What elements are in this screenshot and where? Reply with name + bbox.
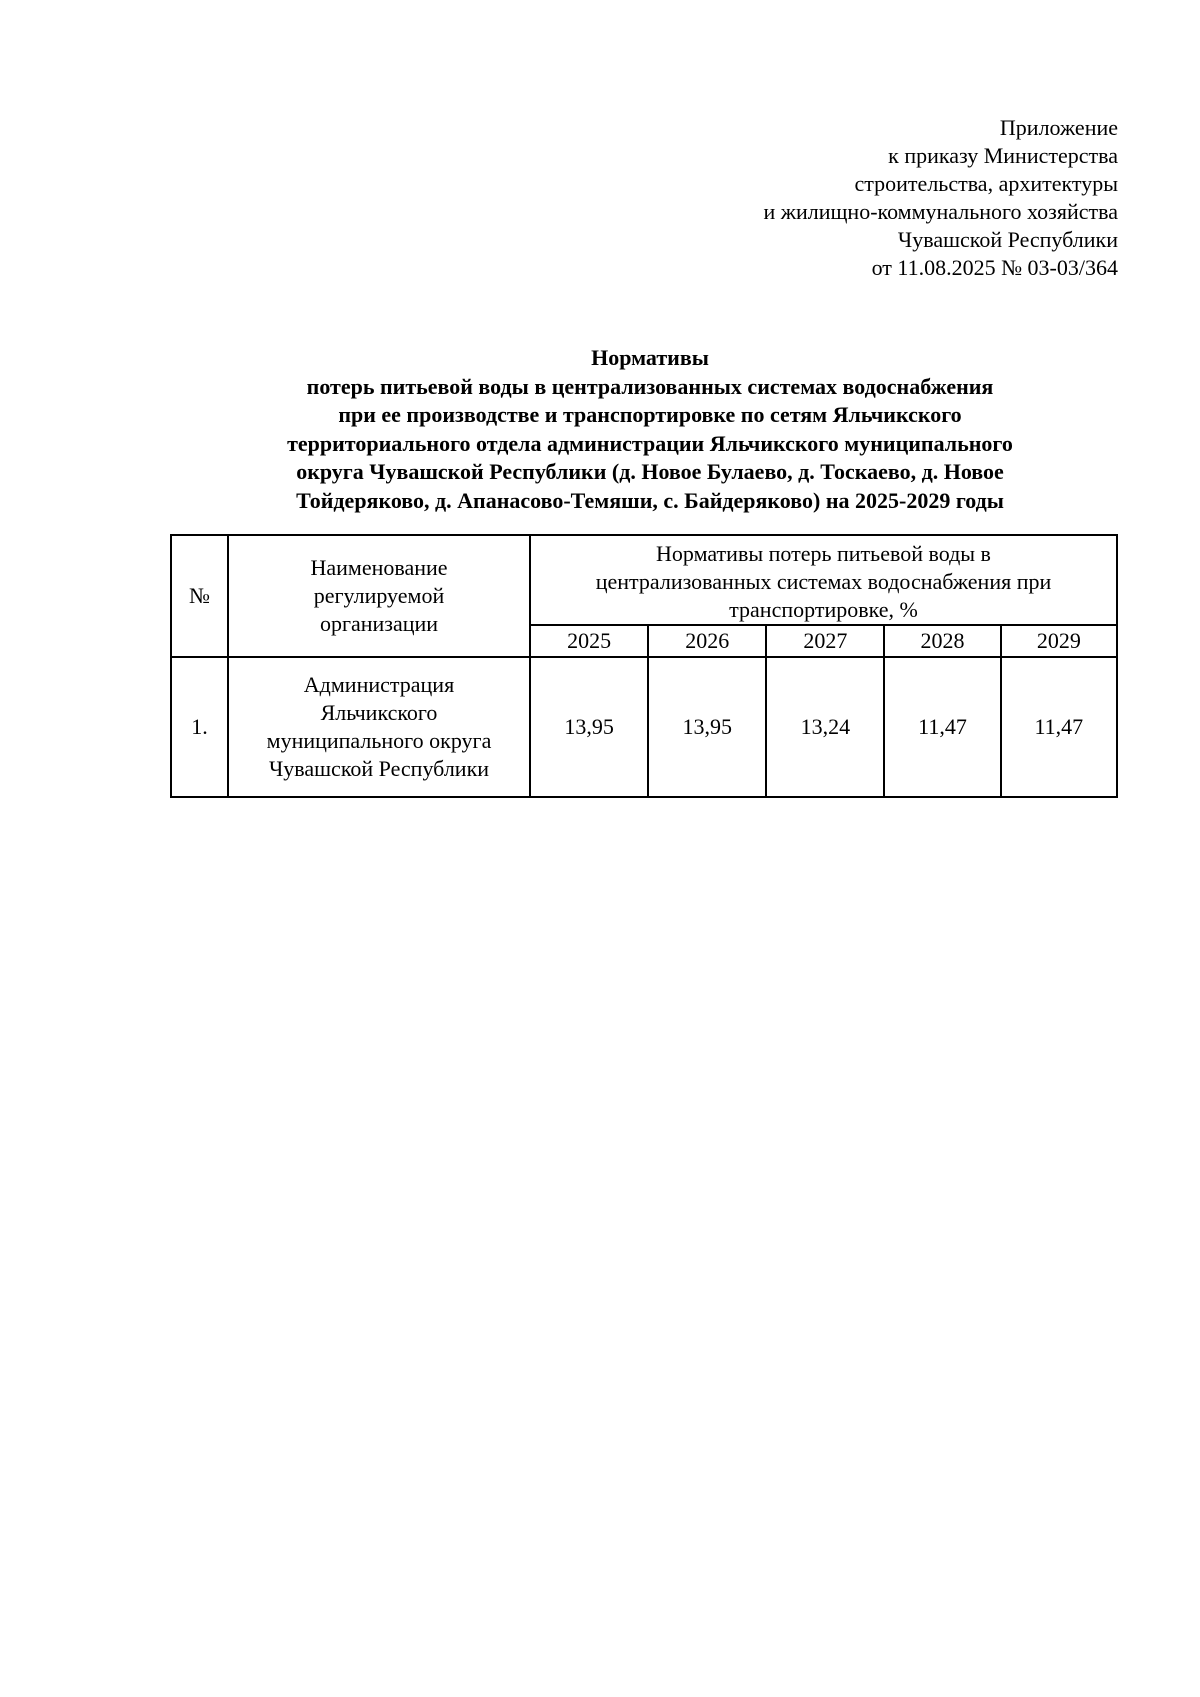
row-number: 1.: [171, 657, 228, 797]
header-year: 2028: [884, 625, 1000, 657]
header-group-line: Нормативы потерь питьевой воды в: [656, 541, 991, 566]
appendix-line: строительства, архитектуры: [854, 171, 1118, 196]
header-year: 2026: [648, 625, 766, 657]
title-line: Нормативы: [591, 345, 709, 370]
header-name-line: регулируемой: [313, 583, 445, 608]
header-group-line: централизованных системах водоснабжения при: [595, 569, 1052, 594]
header-year: 2025: [530, 625, 648, 657]
org-name-line: Администрация: [303, 672, 455, 697]
appendix-line: Чувашской Республики: [897, 227, 1118, 252]
appendix-line: от 11.08.2025 № 03-03/364: [871, 255, 1118, 280]
header-name-line: организации: [319, 611, 439, 636]
appendix-line: к приказу Министерства: [888, 143, 1118, 168]
header-norms-group: [530, 535, 1117, 625]
norms-table: [170, 534, 1118, 798]
table-header-row: [171, 535, 1117, 625]
row-organization-name: [228, 657, 530, 797]
header-name-line: Наименование: [310, 555, 448, 580]
row-value-2027: 13,24: [766, 657, 884, 797]
header-group-line: транспортировке, %: [729, 597, 918, 622]
title-line: при ее производстве и транспортировке по сетям Яльчикского: [338, 402, 962, 427]
title-line: округа Чувашской Республики (д. Новое Булаево, д. Тоскаево, д. Новое: [296, 459, 1004, 484]
appendix-block: [763, 114, 1118, 282]
appendix-line: и жилищно-коммунального хозяйства: [763, 199, 1118, 224]
org-name-line: Яльчикского: [320, 700, 438, 725]
header-organization-name: [228, 535, 530, 657]
row-value-2028: 11,47: [884, 657, 1000, 797]
appendix-line: Приложение: [999, 115, 1118, 140]
document-title: [100, 344, 1200, 515]
org-name-line: муниципального округа: [266, 728, 492, 753]
title-line: потерь питьевой воды в централизованных системах водоснабжения: [306, 373, 994, 399]
header-year: 2029: [1001, 625, 1117, 657]
row-value-2025: 13,95: [530, 657, 648, 797]
table-row: [171, 657, 1117, 797]
header-year: 2027: [766, 625, 884, 657]
title-line: территориального отдела администрации Яльчикского муниципального: [287, 430, 1013, 456]
row-value-2026: 13,95: [648, 657, 766, 797]
header-number: №: [171, 535, 228, 657]
row-value-2029: 11,47: [1001, 657, 1117, 797]
org-name-line: Чувашской Республики: [268, 756, 490, 781]
title-line: Тойдеряково, д. Апанасово-Темяши, с. Байдеряково) на 2025-2029 годы: [296, 487, 1004, 513]
